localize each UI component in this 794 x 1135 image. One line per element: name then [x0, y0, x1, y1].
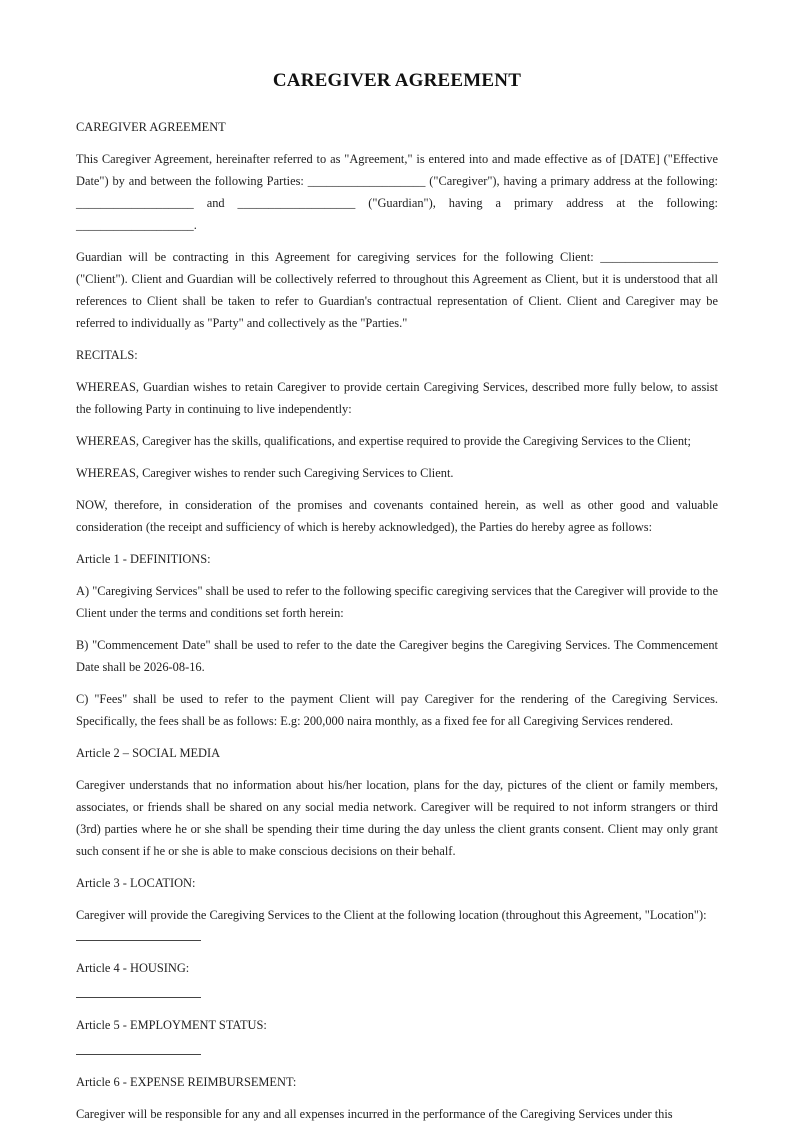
article-2-body: Caregiver understands that no information about his/her location, plans for the day, pictures of the client or family members, associates, or friends shall be shared on any social media network. Caregiver will be required to not inform strangers or third (3rd) parties where he or she shall be spending their time during the day unless the client grants consent. Client may only grant such consent if he or she is able to make conscious decisions on their behalf. — [76, 778, 718, 858]
recitals-heading: RECITALS: — [76, 348, 138, 362]
housing-blank-line — [76, 983, 201, 998]
document-subtitle: CAREGIVER AGREEMENT — [76, 120, 226, 134]
article-3-body: Caregiver will provide the Caregiving Services to the Client at the following location (throughout this Agreement, "Location"): — [76, 908, 707, 922]
employment-blank-line — [76, 1040, 201, 1055]
document-body — [76, 116, 718, 1135]
article-6-body: Caregiver will be responsible for any and all expenses incurred in the performance of the Caregiving Services under this — [76, 1107, 673, 1121]
article-2-heading: Article 2 – SOCIAL MEDIA — [76, 746, 221, 760]
definition-c: C) "Fees" shall be used to refer to the payment Client will pay Caregiver for the rendering of the Caregiving Services. Specifically, the fees shall be as follows: E.g: 200,000 naira monthly, as a fixed fee for all Caregiving Services rendered. — [76, 692, 718, 728]
article-1-heading: Article 1 - DEFINITIONS: — [76, 552, 211, 566]
intro-paragraph: This Caregiver Agreement, hereinafter referred to as "Agreement," is entered into and made effective as of [DATE] ("Effective Date") by and between the following Parties: ___________________ ("Caregiver"), having a primary address at the following: ___________________ and ___________________ ("Guardian"), having a primary address at the following: ___________________. — [76, 152, 718, 232]
whereas-paragraph-1: WHEREAS, Guardian wishes to retain Caregiver to provide certain Caregiving Services, described more fully below, to assist the following Party in continuing to live independently: — [76, 380, 718, 416]
definition-a: A) "Caregiving Services" shall be used to refer to the following specific caregiving services that the Caregiver will provide to the Client under the terms and conditions set forth herein: — [76, 584, 718, 620]
definition-b: B) "Commencement Date" shall be used to refer to the date the Caregiver begins the Caregiving Services. The Commencement Date shall be 2026-08-16. — [76, 638, 718, 674]
document-title: CAREGIVER AGREEMENT — [272, 70, 522, 91]
article-3-heading: Article 3 - LOCATION: — [76, 876, 196, 890]
article-5-heading: Article 5 - EMPLOYMENT STATUS: — [76, 1018, 267, 1032]
location-blank-line — [76, 926, 201, 941]
whereas-paragraph-2: WHEREAS, Caregiver has the skills, qualifications, and expertise required to provide the Caregiving Services to the Client; — [76, 434, 691, 448]
article-6-heading: Article 6 - EXPENSE REIMBURSEMENT: — [76, 1075, 297, 1089]
guardian-paragraph: Guardian will be contracting in this Agreement for caregiving services for the following Client: ___________________ ("Client"). Client and Guardian will be collectively referred to throughout this Agreement as Client, but it is understood that all references to Client shall be taken to refer to Guardian's contractual representation of Client. Client and Caregiver may be referred to individually as "Party" and collectively as the "Parties." — [76, 250, 718, 330]
whereas-paragraph-3: WHEREAS, Caregiver wishes to render such Caregiving Services to Client. — [76, 466, 454, 480]
now-therefore-paragraph: NOW, therefore, in consideration of the promises and covenants contained herein, as well as other good and valuable consideration (the receipt and sufficiency of which is hereby acknowledged), the Parties do hereby agree as follows: — [76, 498, 718, 534]
article-4-heading: Article 4 - HOUSING: — [76, 961, 190, 975]
